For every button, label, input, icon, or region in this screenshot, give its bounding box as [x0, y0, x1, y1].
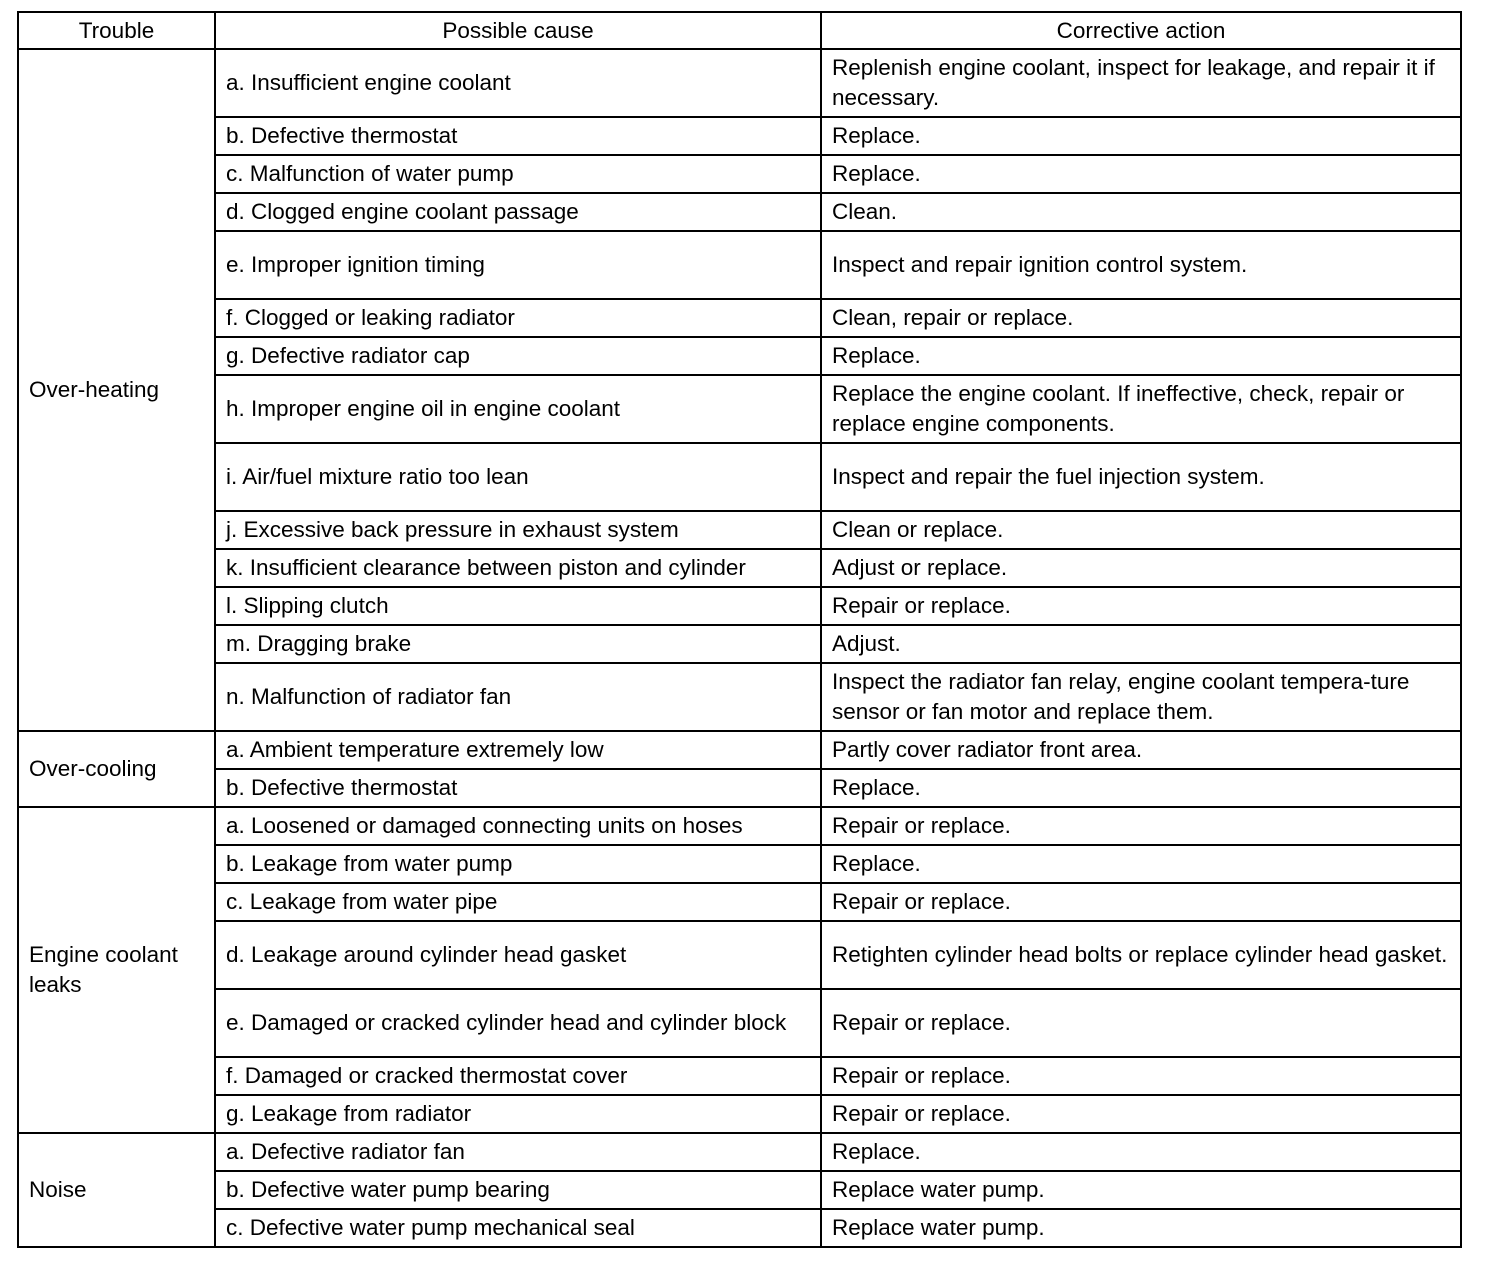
action-cell: Replace.	[821, 155, 1461, 193]
table-row	[18, 511, 1461, 549]
action-cell: Partly cover radiator front area.	[821, 731, 1461, 769]
action-cell: Replace the engine coolant. If ineffective, check, repair or replace engine components.	[821, 375, 1461, 443]
cause-cell: n. Malfunction of radiator fan	[215, 663, 821, 731]
action-cell: Adjust or replace.	[821, 549, 1461, 587]
table-row	[18, 117, 1461, 155]
table-row	[18, 193, 1461, 231]
cause-cell: c. Leakage from water pipe	[215, 883, 821, 921]
table-row	[18, 337, 1461, 375]
action-cell: Replace.	[821, 845, 1461, 883]
cause-cell: h. Improper engine oil in engine coolant	[215, 375, 821, 443]
action-cell: Clean.	[821, 193, 1461, 231]
action-cell: Clean, repair or replace.	[821, 299, 1461, 337]
cause-cell: g. Leakage from radiator	[215, 1095, 821, 1133]
cause-cell: c. Defective water pump mechanical seal	[215, 1209, 821, 1247]
cause-cell: b. Leakage from water pump	[215, 845, 821, 883]
trouble-cell: Noise	[18, 1133, 215, 1247]
table-row	[18, 625, 1461, 663]
cause-cell: b. Defective thermostat	[215, 117, 821, 155]
table-row	[18, 49, 1461, 117]
action-cell: Repair or replace.	[821, 587, 1461, 625]
action-cell: Repair or replace.	[821, 989, 1461, 1057]
trouble-cell: Over-heating	[18, 49, 215, 731]
cause-cell: j. Excessive back pressure in exhaust system	[215, 511, 821, 549]
cause-cell: m. Dragging brake	[215, 625, 821, 663]
action-cell: Replace water pump.	[821, 1171, 1461, 1209]
action-cell: Inspect the radiator fan relay, engine coolant tempera-ture sensor or fan motor and replace them.	[821, 663, 1461, 731]
trouble-cell: Engine coolant leaks	[18, 807, 215, 1133]
cause-cell: g. Defective radiator cap	[215, 337, 821, 375]
action-cell: Adjust.	[821, 625, 1461, 663]
cause-cell: a. Insufficient engine coolant	[215, 49, 821, 117]
cause-cell: f. Damaged or cracked thermostat cover	[215, 1057, 821, 1095]
header-trouble: Trouble	[18, 12, 215, 49]
table-row	[18, 731, 1461, 769]
trouble-table	[17, 11, 1462, 1248]
action-cell: Replace.	[821, 337, 1461, 375]
action-cell: Replace.	[821, 769, 1461, 807]
table-row	[18, 375, 1461, 443]
table-row	[18, 845, 1461, 883]
table-row	[18, 549, 1461, 587]
cause-cell: f. Clogged or leaking radiator	[215, 299, 821, 337]
cause-cell: e. Damaged or cracked cylinder head and cylinder block	[215, 989, 821, 1057]
cause-cell: i. Air/fuel mixture ratio too lean	[215, 443, 821, 511]
table-row	[18, 587, 1461, 625]
table-row	[18, 299, 1461, 337]
cause-cell: k. Insufficient clearance between piston and cylinder	[215, 549, 821, 587]
action-cell: Replenish engine coolant, inspect for leakage, and repair it if necessary.	[821, 49, 1461, 117]
cause-cell: c. Malfunction of water pump	[215, 155, 821, 193]
action-cell: Inspect and repair the fuel injection system.	[821, 443, 1461, 511]
action-cell: Replace.	[821, 117, 1461, 155]
table-row	[18, 989, 1461, 1057]
cause-cell: d. Clogged engine coolant passage	[215, 193, 821, 231]
action-cell: Clean or replace.	[821, 511, 1461, 549]
table-row	[18, 1133, 1461, 1171]
cause-cell: b. Defective water pump bearing	[215, 1171, 821, 1209]
cause-cell: a. Ambient temperature extremely low	[215, 731, 821, 769]
cause-cell: a. Defective radiator fan	[215, 1133, 821, 1171]
action-cell: Repair or replace.	[821, 1057, 1461, 1095]
table-row	[18, 883, 1461, 921]
table-row	[18, 443, 1461, 511]
cause-cell: a. Loosened or damaged connecting units on hoses	[215, 807, 821, 845]
table-row	[18, 231, 1461, 299]
header-action: Corrective action	[821, 12, 1461, 49]
action-cell: Replace water pump.	[821, 1209, 1461, 1247]
cause-cell: b. Defective thermostat	[215, 769, 821, 807]
cause-cell: e. Improper ignition timing	[215, 231, 821, 299]
table-row	[18, 1209, 1461, 1247]
cause-cell: l. Slipping clutch	[215, 587, 821, 625]
action-cell: Inspect and repair ignition control system.	[821, 231, 1461, 299]
action-cell: Replace.	[821, 1133, 1461, 1171]
table-row	[18, 1057, 1461, 1095]
table-row	[18, 663, 1461, 731]
action-cell: Repair or replace.	[821, 1095, 1461, 1133]
action-cell: Repair or replace.	[821, 807, 1461, 845]
action-cell: Repair or replace.	[821, 883, 1461, 921]
header-row	[18, 12, 1461, 49]
table-row	[18, 1171, 1461, 1209]
table-row	[18, 1095, 1461, 1133]
action-cell: Retighten cylinder head bolts or replace cylinder head gasket.	[821, 921, 1461, 989]
table-row	[18, 769, 1461, 807]
trouble-cell: Over-cooling	[18, 731, 215, 807]
table-row	[18, 155, 1461, 193]
header-cause: Possible cause	[215, 12, 821, 49]
table-row	[18, 807, 1461, 845]
table-row	[18, 921, 1461, 989]
cause-cell: d. Leakage around cylinder head gasket	[215, 921, 821, 989]
